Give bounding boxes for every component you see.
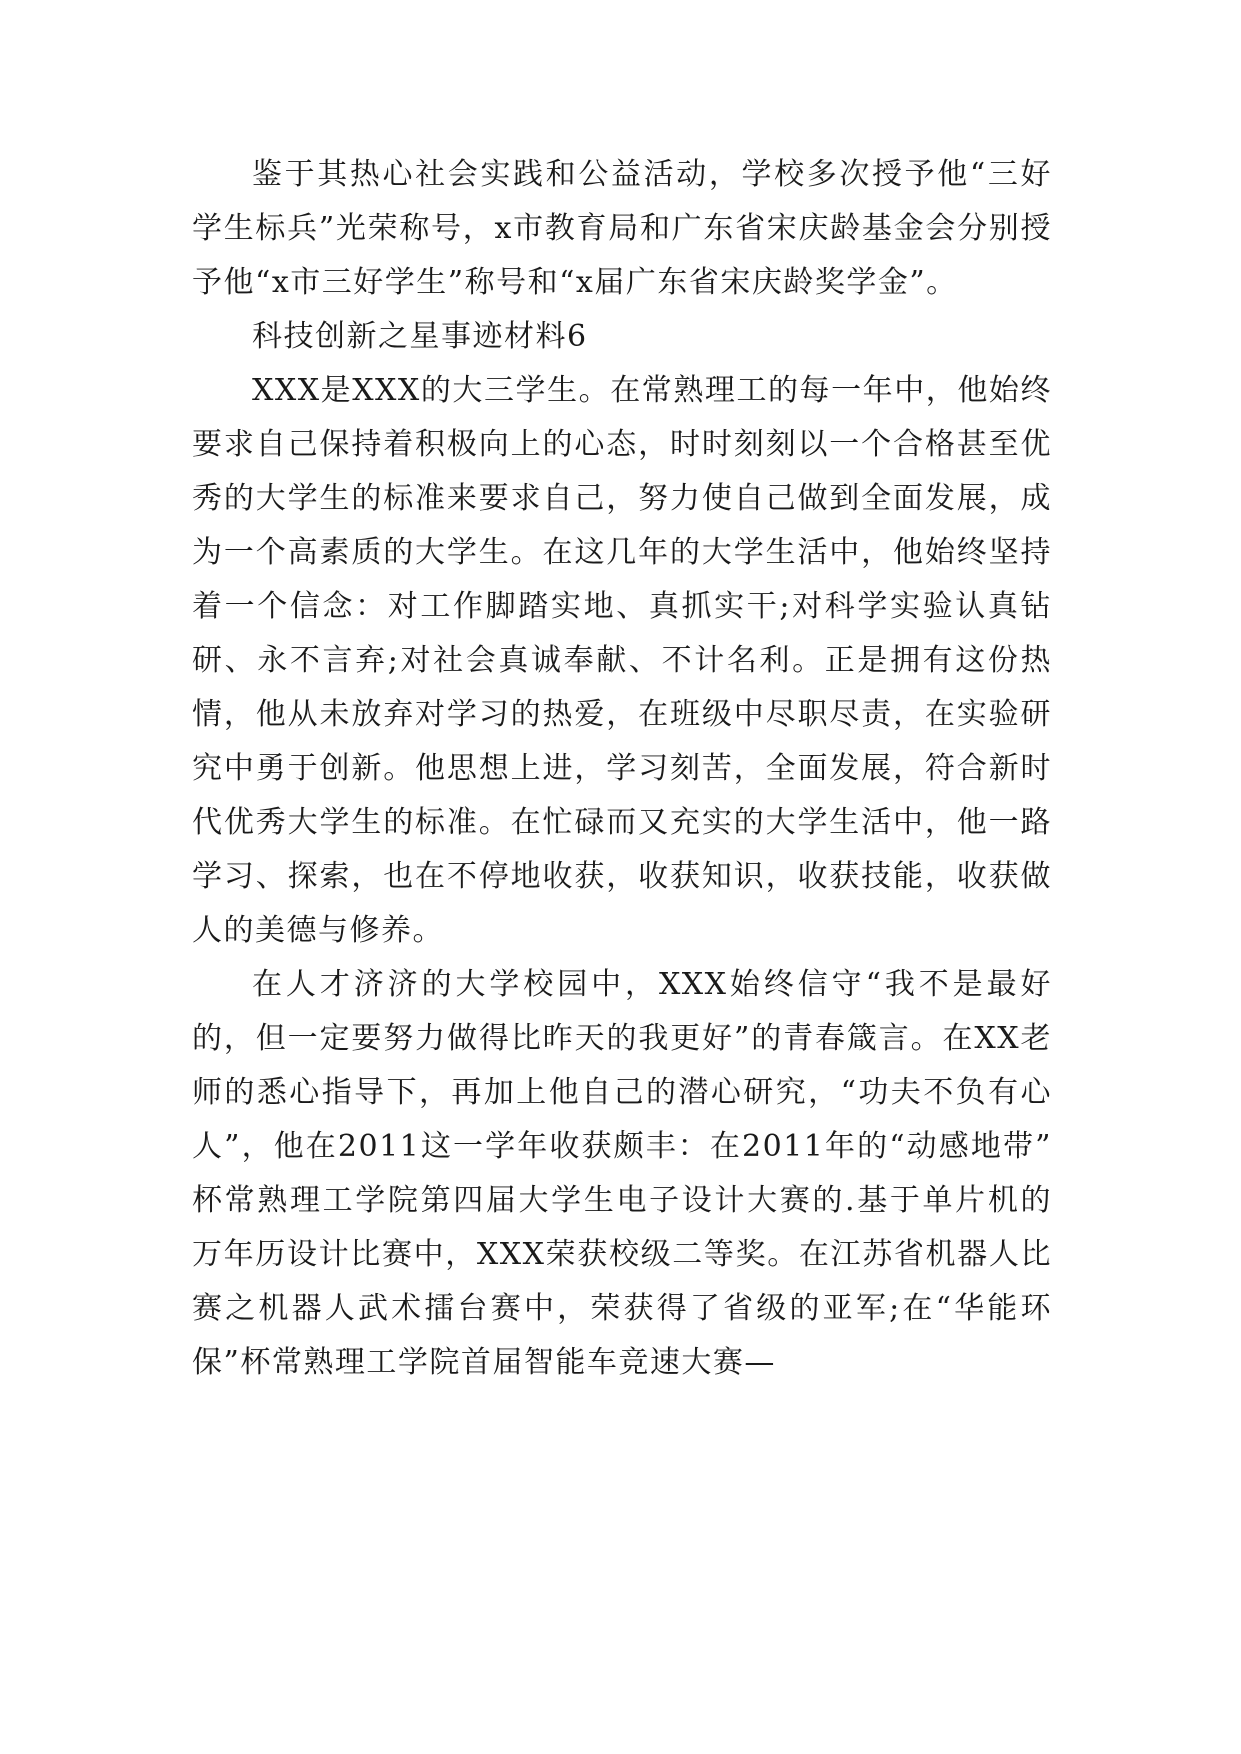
paragraph-achievements: 在人才济济的大学校园中，XXX始终信守“我不是最好的，但一定要努力做得比昨天的我更好”的青春箴言。在XX老师的悉心指导下，再加上他自己的潜心研究，“功夫不负有心人”，他在2011这一学年收获颇丰：在2011年的“动感地带” 杯常熟理工学院第四届大学生电子设计大赛的.基于单片机的万年历设计比赛中，XXX荣获校级二等奖。在江苏省机器人比赛之机器人武术擂台赛中，荣获得了省级的亚军;在“华能环保”杯常熟理工学院首届智能车竞速大赛—: [192, 967, 1052, 1380]
document-page: [192, 148, 1052, 1390]
section-heading: 科技创新之星事迹材料6: [252, 319, 588, 354]
paragraph-student-profile: XXX是XXX的大三学生。在常熟理工的每一年中，他始终要求自己保持着积极向上的心态，时时刻刻以一个合格甚至优秀的大学生的标准来要求自己，努力使自己做到全面发展，成为一个高素质的大学生。在这几年的大学生活中，他始终坚持着一个信念：对工作脚踏实地、真抓实干;对科学实验认真钻研、永不言弃;对社会真诚奉献、不计名利。正是拥有这份热情，他从未放弃对学习的热爱，在班级中尽职尽责，在实验研究中勇于创新。他思想上进，学习刻苦，全面发展，符合新时代优秀大学生的标准。在忙碌而又充实的大学生活中，他一路学习、探索，也在不停地收获，收获知识，收获技能，收获做人的美德与修养。: [192, 373, 1052, 948]
paragraph-award-summary: 鉴于其热心社会实践和公益活动，学校多次授予他“三好学生标兵”光荣称号，x市教育局和广东省宋庆龄基金会分别授予他“x市三好学生”称号和“x届广东省宋庆龄奖学金”。: [192, 157, 1052, 300]
